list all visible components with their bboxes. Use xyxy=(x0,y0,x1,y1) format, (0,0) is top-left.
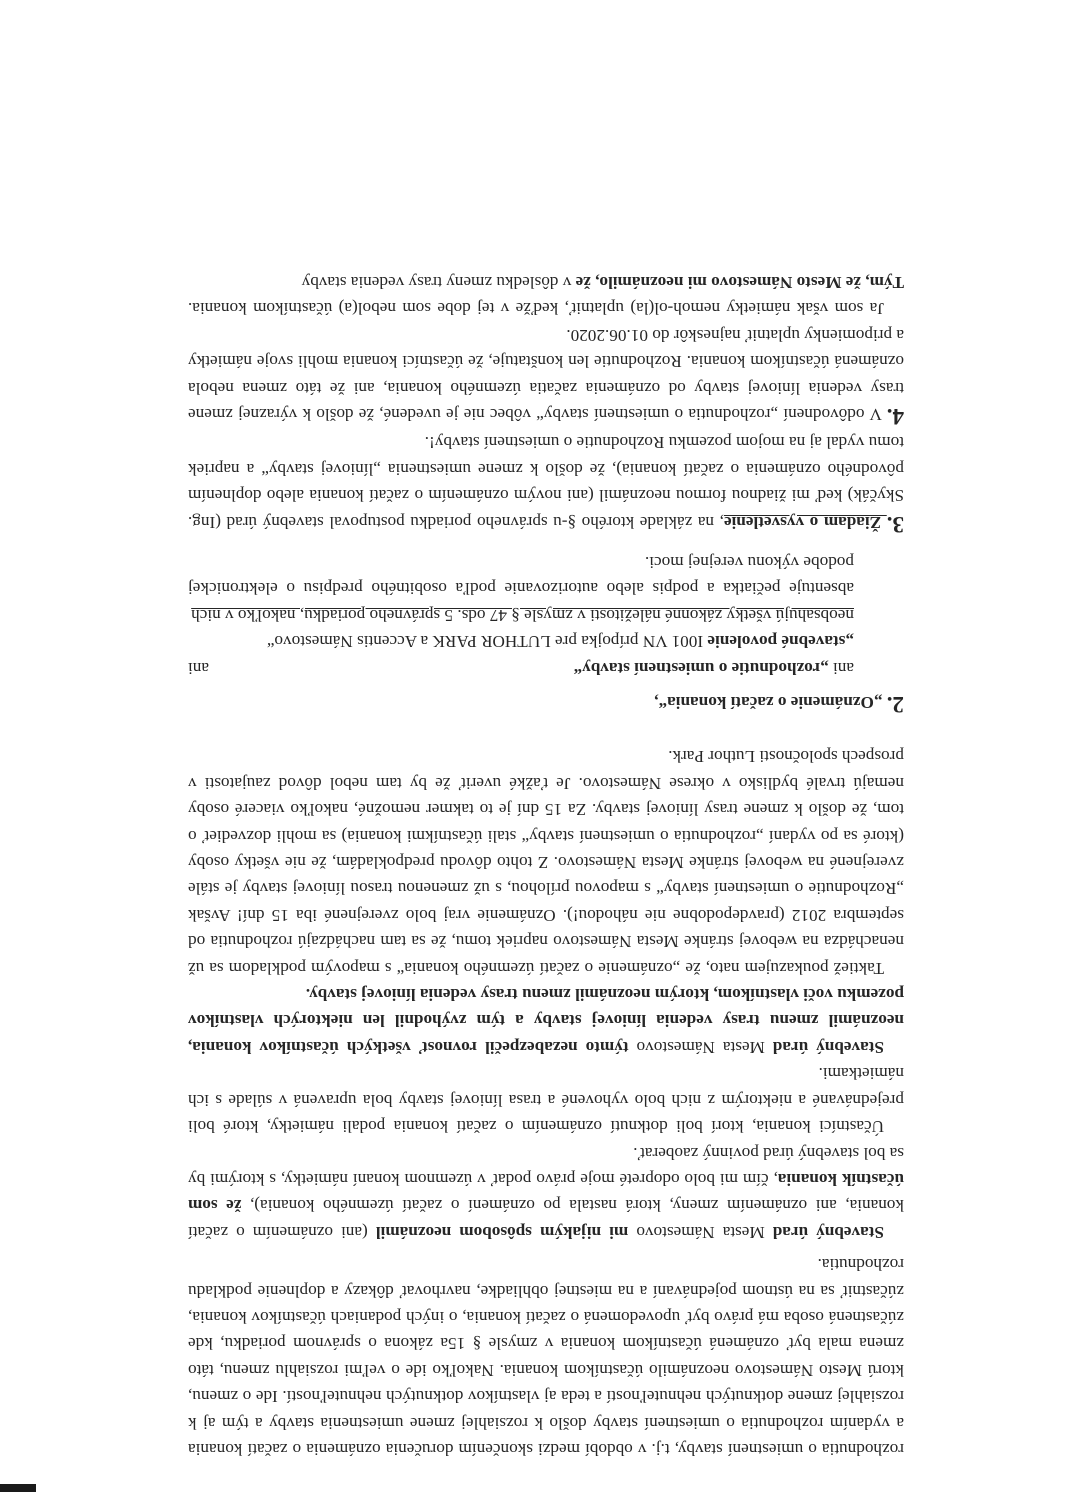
section-2-body xyxy=(188,549,904,681)
section-3 xyxy=(188,429,904,537)
section-number: 4. xyxy=(886,403,904,429)
text: , čím mi bolo odopreté moje právo podať v územnom konaní námietky, s ktorými by sa bol stavebný úrad povinný zaoberať. xyxy=(188,1143,904,1189)
text: (ani oznámením o začatí konania, ani oznámením zmeny, ktorá nastala po oznámení o začatí územného konania), xyxy=(188,1196,904,1242)
bold-text: týmto nezabezpečil rovnosť všetkých účastníkov konania, neoznámil zmenu trasy vedenia líniovej stavby a tým zvýhodnil len niektorých vlastníkov pozemku voči vlastníkom, ktorým neoznámil zmenu trasy vedenia líniovej stavby. xyxy=(187,985,904,1057)
paragraph-no-notice xyxy=(188,1139,904,1245)
text: Ja som však námietky nemoh-ol(la) uplatniť, keďže v tej dobe som nebol(a) účastníkom konania. xyxy=(188,299,884,319)
paragraph-website: Taktiež poukazujem nato, že „oznámenie o začatí územného konania“ s mapovým podkladom sa už nenachádza na webovej stránke Mesta Námestovo napriek tomu, že sa tam nachádzajú rozhodnutia od septembra 2012 (pravdepodobne nie náhodou!). Oznámenie vraj bolo zverejnené iba 15 dní! Avšak „Rozhodnutie o umiestnení stavby“ s mapovou prílohou, s už zmenenou trasou líniovej stavby je stále zverejnené na webovej stránke Mesta Námestovo. Z tohto dôvodu predpokladám, že nie všetky osoby (ktoré sa po vydaní „rozhodnutia o umiestnení stavby“ stali účastníkmi konania) sa mohli dozvedieť o tom, že došlo k zmene trasy líniovej stavby. Za 15 dní je to takmer nemožné, nakoľko viaceré osoby nemajú trvalé bydlisko v okrese Námestovo. Je ťažké uveriť že by tam nebol dôvod zaujatosti v prospech spoločnosti Luthor Park. xyxy=(188,747,904,978)
building-permit-line xyxy=(188,628,854,654)
ani-line xyxy=(188,654,854,680)
text: ani xyxy=(828,658,854,678)
bold-text: Stavebný úrad xyxy=(772,1037,884,1057)
bold-text: mi nijakým spôsobom neoznámil xyxy=(375,1222,629,1242)
section-number: 2. xyxy=(886,692,904,718)
paragraph-equality xyxy=(188,981,904,1060)
section-4 xyxy=(188,321,904,429)
bold-text: Stavebný úrad xyxy=(772,1222,884,1242)
text: Mesta Námestovo xyxy=(628,1037,773,1057)
scan-edge-mark xyxy=(0,1484,36,1492)
text: Mesta Námestovo xyxy=(628,1222,773,1242)
text: ani xyxy=(188,658,209,678)
section-number: 3. xyxy=(886,511,904,537)
bold-text: „stavebné povolenie xyxy=(707,632,854,652)
bold-text: „rozhodnutie o umiestnení stavby“ xyxy=(573,658,829,678)
bold-text: Tým, že Mesto Námestovo mi neoznámilo, že xyxy=(575,272,904,292)
text: I001 VN prípojka pre LUTHOR PARK a Accentis Námestovo“ xyxy=(266,632,708,652)
text: V odôvodnení „rozhodnutia o umiestnení stavby“ vôbec nie je uvedené, že došlo k výraznej zmene trasy vedenia líniovej stavby od oznámenia začatia územného konania, ani že táto zmena nebola oznámená účastníkom konania. Rozhodnutie len konštatuje, že účastníci konania mohli svoje námietky a pripomienky uplatniť najneskôr do 01.06.2020. xyxy=(188,325,904,424)
text: v dôsledku zmeny trasy vedenia stavby xyxy=(301,272,576,292)
bold-text: že som účastník konania xyxy=(188,1169,904,1216)
text: absentuje pečiatka a podpis alebo autorizovanie podľa osobitného predpisu o elektronickej podobe výkonu verejnej moci. xyxy=(188,553,854,599)
paragraph-intro: rozhodnutia o umiestnení stavby, t.j. v období medzi skončením doručenia oznámenia o začatí konania a vydaním rozhodnutia o umiestnení stavby došlo k rozsiahlej zmene umiestnenia stavby a tým aj k rozsiahlej zmene dotknutých nehnuteľností a teda aj vlastníkov dotknutých nehnuteľností. Ide o zmenu, ktorú Mesto Námestovo neoznámilo účastníkom konania. Nakoľko ide o veľmi rozsiahlu zmenu, táto zmena mala byť oznámená účastníkom konania v zmysle § 15a zákona o správnom poriadku, kde zúčastnená osoba má právo byť upovedomená o začatí konania, o iných podaniach účastníkov konania, zúčastniť sa na ústnom pojednávaní a na miestnej obhliadke, navrhovať dôkazy a doplnenie podkladu rozhodnutia. xyxy=(188,1255,904,1459)
document-body xyxy=(188,269,904,1462)
section-title: Žiadam o vysvetlenie xyxy=(723,512,887,532)
paragraph-final xyxy=(188,269,904,322)
underlined-line: neobsahujú všetky zákonné náležitosti v zmysle § 47 ods. 5 správneho poriadku, nakoľko v nich xyxy=(191,605,854,625)
section-title: „Oznámenie o začatí konania“, xyxy=(654,693,887,713)
text: , na základe ktorého §-u správneho poriadku postupoval stavebný úrad (Ing. Skyčák) keď mi žiadnou formou neoznámil (ani novým oznámením o začatí konania alebo doplnením pôvodného oznámenia o začatí konania), že došlo k zmene umiestnenia „líniovej stavby“ a napriek tomu vydal aj na mojom pozemku Rozhodnutie o umiestnení stavby!. xyxy=(188,433,904,532)
section-2-heading xyxy=(188,689,904,717)
paragraph-participants: Účastníci konania, ktorí boli dotknutí oznámením o začatí konania podali námietky, ktoré boli prejednávané a niektorým z nich bolo vyhovené a trasa líniovej stavby bola upravená v súlade s ich námietkami. xyxy=(188,1064,904,1137)
